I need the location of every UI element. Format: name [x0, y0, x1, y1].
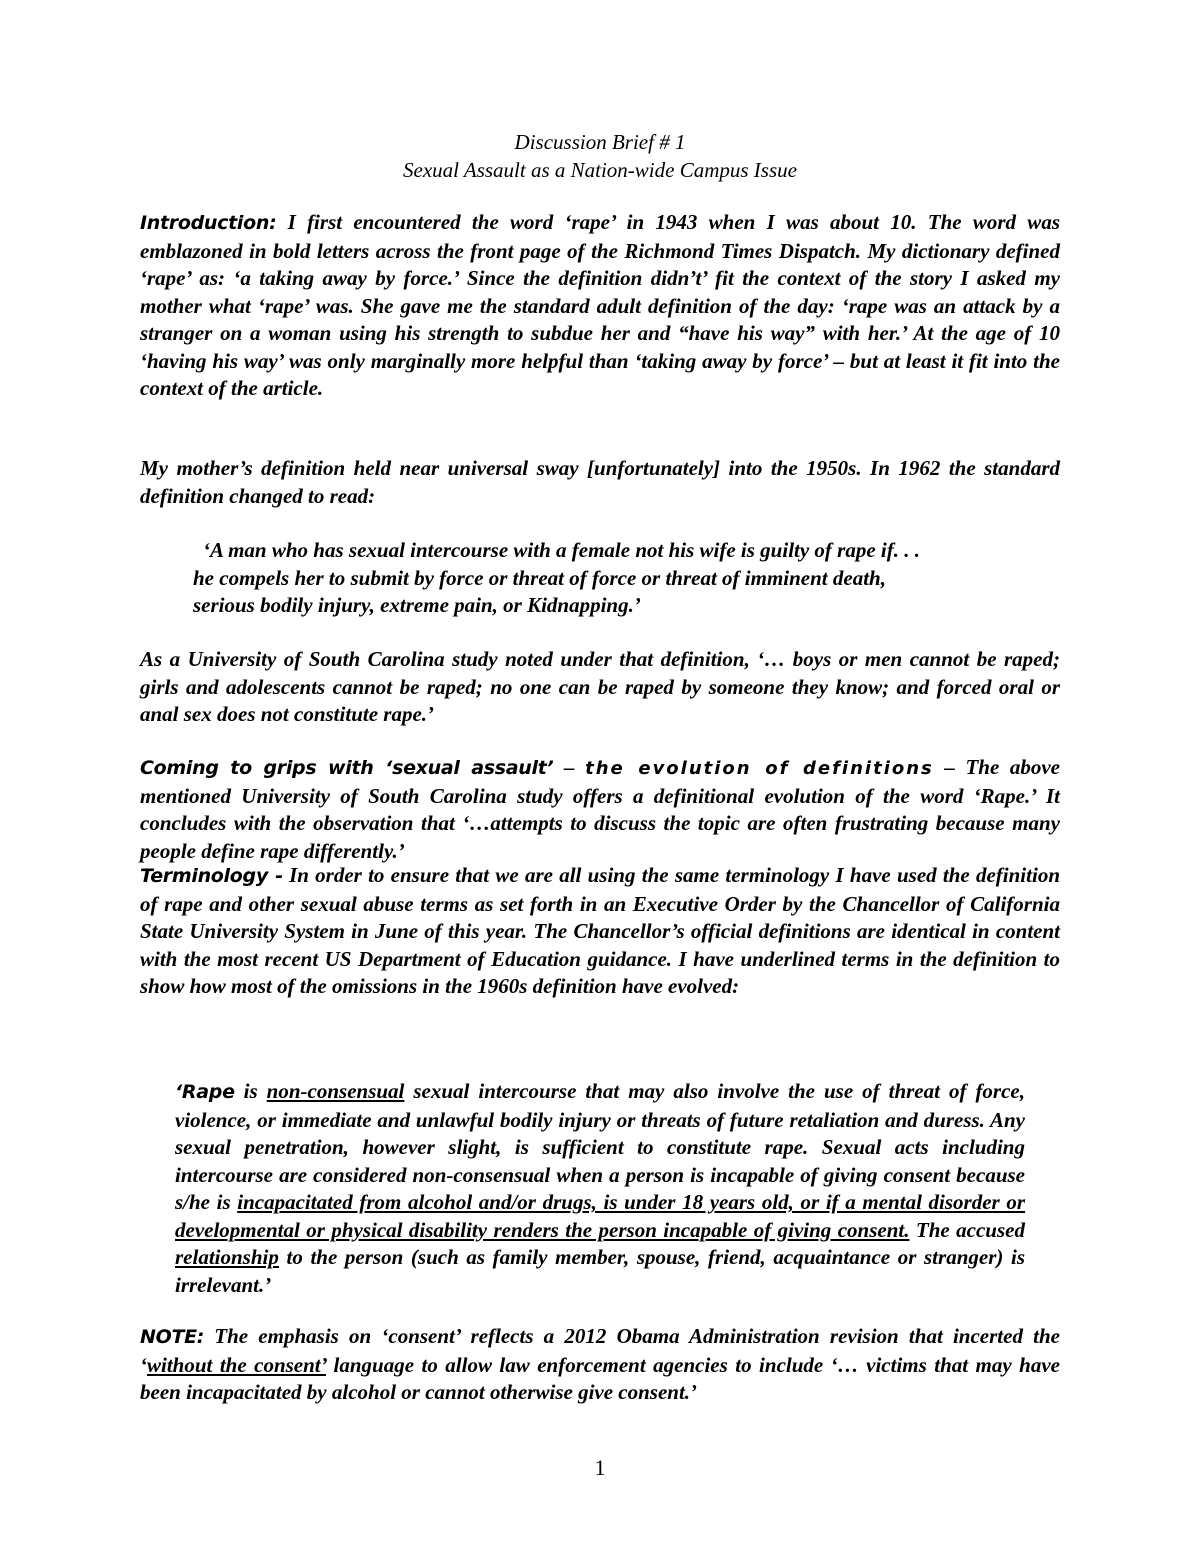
page-number: 1	[594, 1455, 606, 1480]
grips-heading: Coming to grips with ‘sexual assault’	[140, 757, 554, 779]
underlined-relationship: relationship	[175, 1245, 279, 1269]
rape-definition-text-1: is	[234, 1079, 267, 1103]
definition-1962-line-2: he compels her to submit by force or threat of force or threat of imminent death,	[193, 565, 886, 590]
underlined-incapacitated-clause: incapacitated from alcohol and/or drugs, is under 18 years old, or if a mental disorder or developmental or physical disability renders the person incapable of giving consent.	[175, 1190, 1025, 1242]
note-heading: NOTE:	[140, 1326, 205, 1348]
mother-paragraph: My mother’s definition held near universal sway [unfortunately] into the 1950s. In 1962 the standard definition changed to read:	[140, 456, 1060, 508]
note-paragraph	[140, 1323, 1060, 1407]
definition-1962-line-3: serious bodily injury, extreme pain, or Kidnapping.’	[193, 593, 641, 617]
rape-definition-heading: ‘Rape	[175, 1081, 235, 1103]
document-title	[140, 128, 1060, 184]
note-text-2: language to allow law enforcement agencies to include ‘… victims that may have been incapacitated by alcohol or cannot otherwise give consent.’	[140, 1352, 1060, 1404]
grips-dash: –	[553, 755, 586, 779]
terminology-heading: Terminology -	[140, 865, 283, 887]
grips-text: – The above mentioned University of South Carolina study offers a definitional evolution of the word ‘Rape.’ It concludes with the observation that ‘…attempts to discuss the topic are often frustrating because many people define rape differently.’	[140, 755, 1060, 863]
title-line-2: Sexual Assault as a Nation-wide Campus Issue	[403, 158, 797, 182]
usc-paragraph: As a University of South Carolina study noted under that definition, ‘… boys or men cannot be raped; girls and adolescents cannot be raped; no one can be raped by someone they know; and forced oral or anal sex does not constitute rape.’	[140, 647, 1060, 726]
grips-paragraph	[140, 754, 1060, 865]
rape-definition-quote	[175, 1078, 1025, 1299]
intro-paragraph	[140, 209, 1060, 403]
rape-definition-text-4: to the person (such as family member, spouse, friend, acquaintance or stranger) is irrelevant.’	[175, 1245, 1025, 1297]
terminology-text: In order to ensure that we are all using the same terminology I have used the definition of rape and other sexual abuse terms as set forth in an Executive Order by the Chancellor of California State University System in June of this year. The Chancellor’s official definitions are identical in content with the most recent US Department of Education guidance. I have underlined terms in the definition to show how most of the omissions in the 1960s definition have evolved:	[140, 863, 1060, 998]
title-line-1: Discussion Brief # 1	[514, 130, 686, 154]
definition-1962-quote	[193, 537, 1033, 620]
rape-definition-text-3: The accused	[909, 1217, 1025, 1242]
terminology-paragraph	[140, 862, 1060, 1001]
underlined-without-consent: without the consent’	[147, 1352, 327, 1377]
rape-definition-text-2: sexual intercourse that may also involve the use of threat of force, violence, or immediate and unlawful bodily injury or threats of future retaliation and duress. Any sexual penetration, however slight, is sufficient to constitute rape. Sexual acts including intercourse are considered non-consensual when a person is incapable of giving consent because s/he is	[175, 1079, 1025, 1214]
intro-text: I first encountered the word ‘rape’ in 1943 when I was about 10. The word was emblazoned in bold letters across the front page of the Richmond Times Dispatch. My dictionary defined ‘rape’ as: ‘a taking away by force.’ Since the definition didn’t’ fit the context of the story I asked my mother what ‘rape’ was. She gave me the standard adult definition of the day: ‘rape was an attack by a stranger on a woman using his strength to subdue her and “have his way” with her.’ At the age of 10 ‘having his way’ was only marginally more helpful than ‘taking away by force’ – but at least it fit into the context of the article.	[140, 210, 1060, 400]
intro-heading: Introduction:	[140, 212, 277, 234]
underlined-non-consensual: non-consensual	[266, 1079, 405, 1103]
definition-1962-line-1: ‘A man who has sexual intercourse with a female not his wife is guilty of rape if. . .	[203, 538, 920, 562]
note-text-1: The emphasis on ‘consent’ reflects a 2012 Obama Administration revision that incerted the ‘	[140, 1324, 1060, 1377]
grips-subheading: the evolution of definitions	[585, 758, 934, 779]
